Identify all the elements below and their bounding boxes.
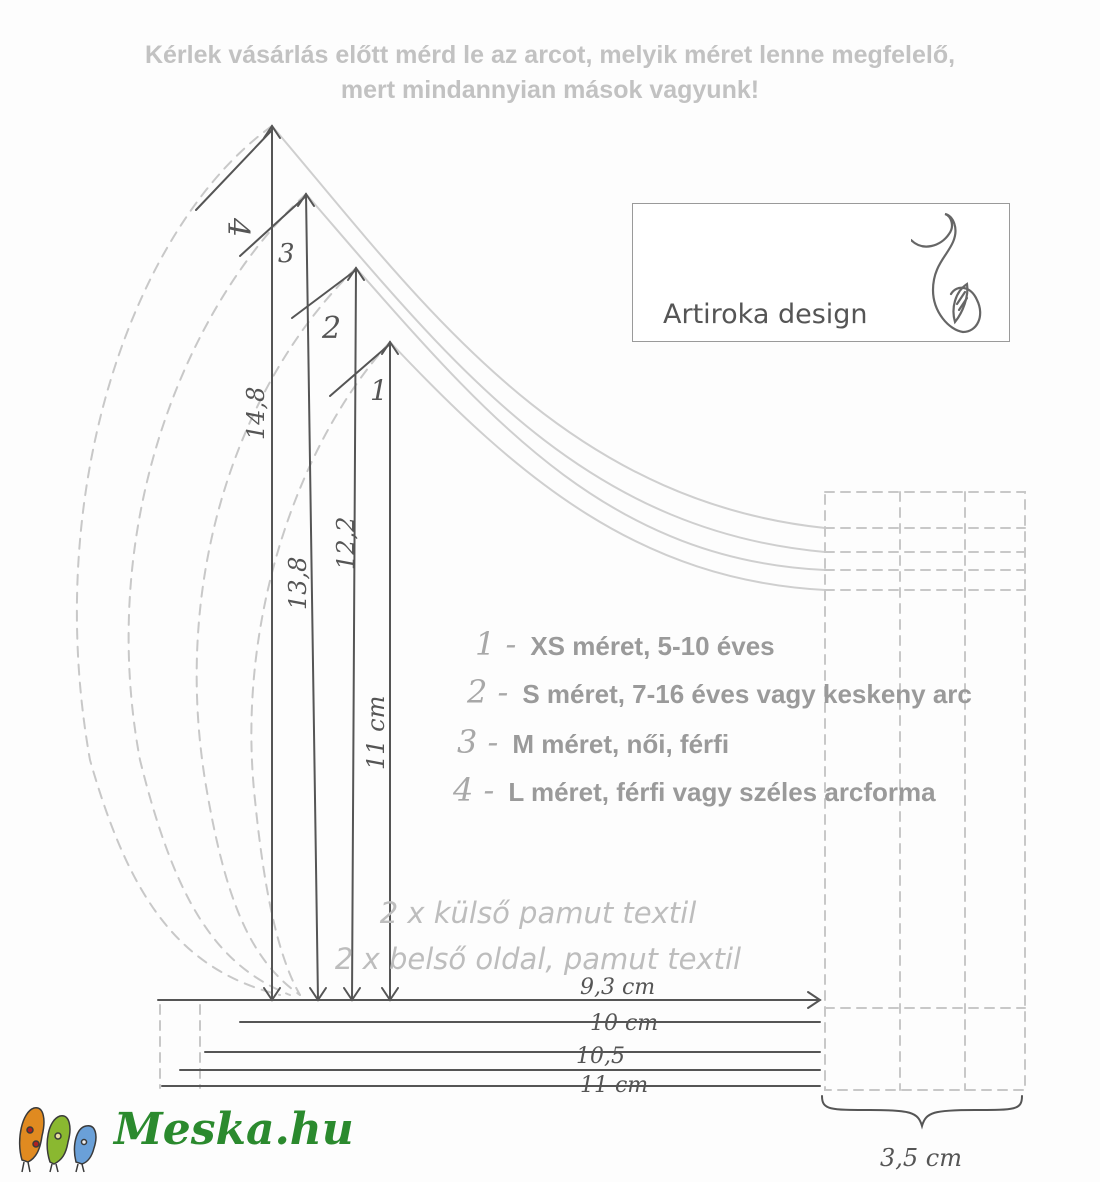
meska-wordmark: Meska.hu xyxy=(114,1104,354,1155)
width-label-2: 10 cm xyxy=(590,1011,659,1036)
legend-row xyxy=(467,673,972,713)
width-label-4: 11 cm xyxy=(580,1073,649,1098)
size-number-4: 4 xyxy=(220,218,255,238)
cheek-curve-1 xyxy=(390,342,825,590)
size-number-3: 3 xyxy=(278,239,295,269)
face-curve-4 xyxy=(77,126,280,995)
instruction-line-2: mert mindannyian mások vagyunk! xyxy=(340,76,760,104)
face-curve-3 xyxy=(129,194,306,995)
strap-brace xyxy=(822,1096,1022,1126)
legend-number: 2 - xyxy=(467,673,509,711)
height-label-1: 11 cm xyxy=(362,695,390,770)
strap-width-label: 3,5 cm xyxy=(880,1144,962,1172)
legend-text: M méret, női, férfi xyxy=(512,729,730,759)
legend-number: 1 - xyxy=(475,625,517,663)
fabric-inner-note: 2 x belső oldal, pamut textil xyxy=(334,942,742,976)
height-label-2: 12,2 xyxy=(332,516,360,570)
size-number-1: 1 xyxy=(370,374,388,407)
legend-number: 3 - xyxy=(457,723,499,761)
legend-row xyxy=(453,771,936,811)
face-curve-2 xyxy=(197,268,356,995)
height-label-3: 13,8 xyxy=(284,556,312,610)
width-label-3: 10,5 xyxy=(576,1044,625,1069)
fox-logo-icon xyxy=(911,212,991,337)
legend-text: XS méret, 5-10 éves xyxy=(530,631,775,661)
bird-logo-icon xyxy=(12,1100,112,1175)
legend-number: 4 - xyxy=(453,771,495,809)
instruction-line-1: Kérlek vásárlás előtt mérd le az arcot, melyik méret lenne megfelelő, xyxy=(144,41,956,69)
size-number-2: 2 xyxy=(322,311,342,346)
height-arrow-2 xyxy=(352,268,356,1000)
brand-name: Artiroka design xyxy=(663,299,868,330)
legend-row xyxy=(475,625,775,665)
legend-row xyxy=(457,723,729,763)
seam-allowance xyxy=(160,1005,200,1088)
legend-text: L méret, férfi vagy széles arcforma xyxy=(508,777,936,807)
width-label-1: 9,3 cm xyxy=(580,975,656,1000)
brand-box xyxy=(632,203,1010,342)
fabric-outer-note: 2 x külső pamut textil xyxy=(379,896,697,930)
height-label-4: 14,8 xyxy=(242,386,270,440)
meska-logo xyxy=(12,1100,354,1175)
legend-text: S méret, 7-16 éves vagy keskeny arc xyxy=(522,679,972,709)
